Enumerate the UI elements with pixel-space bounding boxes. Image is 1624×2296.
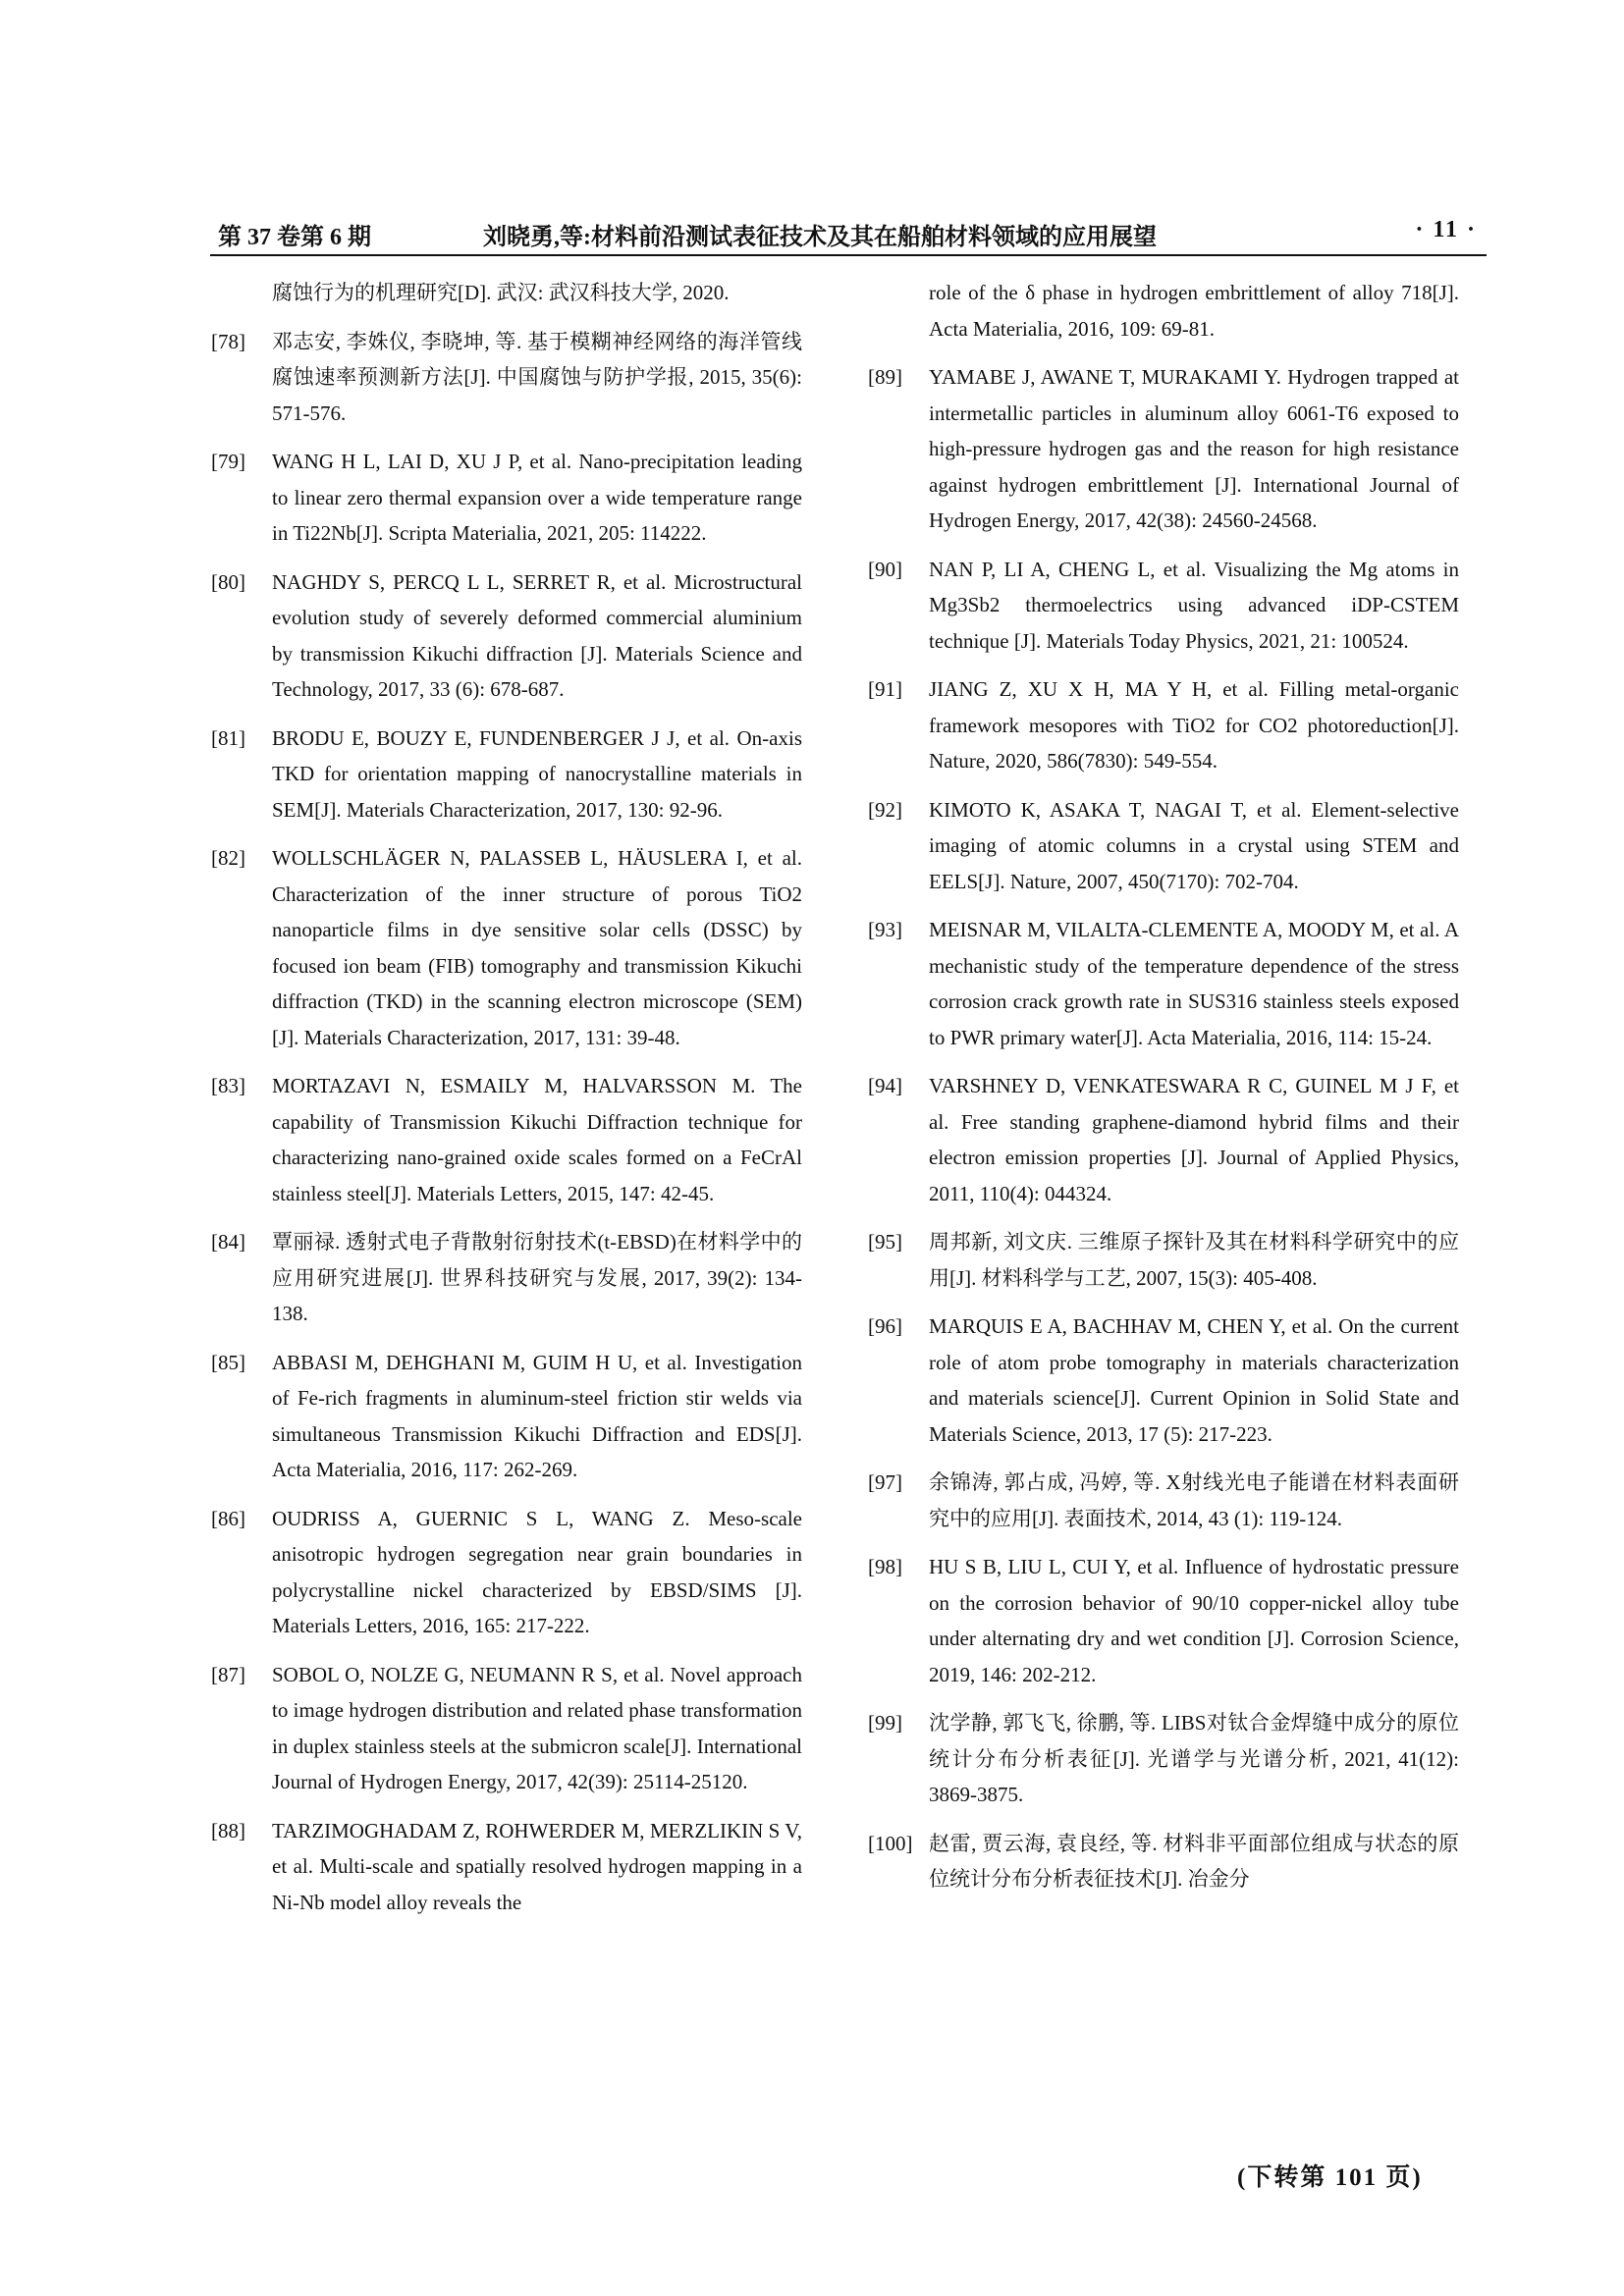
reference-entry: [868, 552, 1459, 660]
reference-number: [83]: [211, 1074, 245, 1097]
reference-text: NAN P, LI A, CHENG L, et al. Visualizing the Mg atoms in Mg3Sb2 thermoelectrics using advanced iDP-CSTEM technique [J]. Materials Today Physics, 2021, 21: 100524.: [929, 557, 1459, 653]
reference-entry: [211, 1657, 802, 1800]
reference-entry: [211, 444, 802, 552]
reference-number: [86]: [211, 1506, 245, 1530]
reference-text: WOLLSCHLÄGER N, PALASSEB L, HÄUSLERA I, et al. Characterization of the inner structure of porous TiO2 nanoparticle films in dye sensitive solar cells (DSSC) by focused ion beam (FIB) tomography and transmission Kikuchi diffraction (TKD) in the scanning electron microscope (SEM) [J]. Materials Characterization, 2017, 131: 39-48.: [272, 846, 802, 1049]
reference-entry: [868, 792, 1459, 900]
reference-text: BRODU E, BOUZY E, FUNDENBERGER J J, et al. On-axis TKD for orientation mapping of nanocrystalline materials in SEM[J]. Materials Characterization, 2017, 130: 92-96.: [272, 725, 802, 822]
journal-volume: 第 37 卷第 6 期: [218, 225, 371, 250]
reference-text: MARQUIS E A, BACHHAV M, CHEN Y, et al. On the current role of atom probe tomography in materials characterization and materials science[J]. Current Opinion in Solid State and Materials Science, 2013, 17 (5): 217-223.: [929, 1314, 1459, 1446]
reference-entry: [211, 324, 802, 432]
reference-text: KIMOTO K, ASAKA T, NAGAI T, et al. Element-selective imaging of atomic columns in a crystal using STEM and EELS[J]. Nature, 2007, 450(7170): 702-704.: [929, 797, 1459, 893]
reference-text: 覃丽禄. 透射式电子背散射衍射技术(t-EBSD)在材料学中的应用研究进展[J]. 世界科技研究与发展, 2017, 39(2): 134-138.: [272, 1230, 802, 1325]
reference-number: [81]: [211, 725, 245, 750]
reference-number: [90]: [868, 557, 902, 581]
reference-entry: [211, 721, 802, 828]
reference-text: 腐蚀行为的机理研究[D]. 武汉: 武汉科技大学, 2020.: [272, 281, 730, 304]
reference-text: 邓志安, 李姝仪, 李晓坤, 等. 基于模糊神经网络的海洋管线腐蚀速率预测新方法[J]. 中国腐蚀与防护学报, 2015, 35(6): 571-576.: [272, 329, 802, 425]
reference-number: [85]: [211, 1350, 245, 1374]
reference-text: MORTAZAVI N, ESMAILY M, HALVARSSON M. The capability of Transmission Kikuchi Diffraction technique for characterizing nano-grained oxide scales formed on a FeCrAl stainless steel[J]. Materials Letters, 2015, 147: 42-45.: [272, 1074, 802, 1205]
reference-number: [91]: [868, 677, 902, 701]
reference-number: [87]: [211, 1662, 245, 1686]
reference-number: [100]: [868, 1831, 913, 1855]
reference-column-right: [868, 275, 1459, 1910]
reference-text: SOBOL O, NOLZE G, NEUMANN R S, et al. Novel approach to image hydrogen distribution and related phase transformation in duplex stainless steels at the submicron scale[J]. International Journal of Hydrogen Energy, 2017, 42(39): 25114-25120.: [272, 1662, 802, 1793]
reference-entry: [211, 1345, 802, 1488]
reference-number: [82]: [211, 846, 245, 870]
reference-text: HU S B, LIU L, CUI Y, et al. Influence of hydrostatic pressure on the corrosion behavior of 90/10 copper-nickel alloy tube under alternating dry and wet condition [J]. Corrosion Science, 2019, 146: 202-212.: [929, 1555, 1459, 1686]
reference-number: [80]: [211, 569, 245, 594]
reference-text: 沈学静, 郭飞飞, 徐鹏, 等. LIBS对钛合金焊缝中成分的原位统计分布分析表征[J]. 光谱学与光谱分析, 2021, 41(12): 3869-3875.: [929, 1711, 1459, 1806]
reference-entry: [868, 359, 1459, 539]
reference-entry: [211, 275, 802, 311]
running-header: [210, 211, 1487, 256]
reference-number: [92]: [868, 797, 902, 822]
reference-entry: [211, 1813, 802, 1921]
reference-entry: [868, 1308, 1459, 1452]
article-running-title: 刘晓勇,等:材料前沿测试表征技术及其在船舶材料领域的应用展望: [483, 225, 1157, 250]
reference-column-left: [211, 275, 802, 1933]
reference-text: 余锦涛, 郭占成, 冯婷, 等. X射线光电子能谱在材料表面研究中的应用[J]. 表面技术, 2014, 43 (1): 119-124.: [929, 1470, 1459, 1530]
reference-number: [94]: [868, 1074, 902, 1097]
page-number: · 11 ·: [1415, 217, 1477, 242]
reference-entry: [868, 1224, 1459, 1296]
reference-number: [95]: [868, 1230, 902, 1254]
reference-entry: [211, 1068, 802, 1211]
reference-entry: [868, 671, 1459, 779]
reference-entry: [868, 1068, 1459, 1211]
reference-text: 周邦新, 刘文庆. 三维原子探针及其在材料科学研究中的应用[J]. 材料科学与工艺, 2007, 15(3): 405-408.: [929, 1230, 1459, 1290]
reference-text: WANG H L, LAI D, XU J P, et al. Nano-precipitation leading to linear zero thermal expansion over a wide temperature range in Ti22Nb[J]. Scripta Materialia, 2021, 205: 114222.: [272, 450, 802, 545]
reference-entry: [211, 1501, 802, 1644]
reference-text: JIANG Z, XU X H, MA Y H, et al. Filling metal-organic framework mesopores with TiO2 for CO2 photoreduction[J]. Nature, 2020, 586(7830): 549-554.: [929, 677, 1459, 773]
reference-text: ABBASI M, DEHGHANI M, GUIM H U, et al. Investigation of Fe-rich fragments in aluminum-steel friction stir welds via simultaneous Transmission Kikuchi Diffraction and EDS[J]. Acta Materialia, 2016, 117: 262-269.: [272, 1350, 802, 1481]
reference-entry: [211, 840, 802, 1055]
reference-entry: [868, 1549, 1459, 1692]
reference-text: role of the δ phase in hydrogen embrittlement of alloy 718[J]. Acta Materialia, 2016, 109: 69-81.: [929, 281, 1459, 341]
reference-number: [96]: [868, 1314, 902, 1338]
reference-entry: [868, 1826, 1459, 1897]
reference-text: TARZIMOGHADAM Z, ROHWERDER M, MERZLIKIN S V, et al. Multi-scale and spatially resolved hydrogen mapping in a Ni-Nb model alloy reveals the: [272, 1818, 802, 1914]
reference-text: NAGHDY S, PERCQ L L, SERRET R, et al. Microstructural evolution study of severely deformed commercial aluminium by transmission Kikuchi diffraction [J]. Materials Science and Technology, 2017, 33 (6): 678-687.: [272, 569, 802, 701]
reference-text: YAMABE J, AWANE T, MURAKAMI Y. Hydrogen trapped at intermetallic particles in aluminum alloy 6061-T6 exposed to high-pressure hydrogen gas and the reason for high resistance against hydrogen embrittlement [J]. International Journal of Hydrogen Energy, 2017, 42(38): 24560-24568.: [929, 365, 1459, 532]
reference-text: OUDRISS A, GUERNIC S L, WANG Z. Meso-scale anisotropic hydrogen segregation near grain boundaries in polycrystalline nickel characterized by EBSD/SIMS [J]. Materials Letters, 2016, 165: 217-222.: [272, 1506, 802, 1637]
continued-note: (下转第 101 页): [1237, 2164, 1423, 2191]
reference-number: [78]: [211, 329, 245, 353]
reference-number: [79]: [211, 450, 245, 473]
reference-entry: [211, 564, 802, 708]
reference-text: 赵雷, 贾云海, 袁良经, 等. 材料非平面部位组成与状态的原位统计分布分析表征技术[J]. 冶金分: [929, 1831, 1459, 1891]
reference-number: [97]: [868, 1470, 902, 1494]
reference-number: [98]: [868, 1555, 902, 1578]
reference-entry: [868, 912, 1459, 1055]
reference-text: VARSHNEY D, VENKATESWARA R C, GUINEL M J F, et al. Free standing graphene-diamond hybrid films and their electron emission properties [J]. Journal of Applied Physics, 2011, 110(4): 044324.: [929, 1074, 1459, 1205]
reference-entry: [211, 1224, 802, 1332]
reference-text: MEISNAR M, VILALTA-CLEMENTE A, MOODY M, et al. A mechanistic study of the temperature dependence of the stress corrosion crack growth rate in SUS316 stainless steels exposed to PWR primary water[J]. Acta Materialia, 2016, 114: 15-24.: [929, 918, 1459, 1049]
reference-number: [99]: [868, 1711, 902, 1735]
reference-number: [88]: [211, 1818, 245, 1842]
reference-entry: [868, 1465, 1459, 1536]
reference-number: [84]: [211, 1230, 245, 1254]
reference-number: [89]: [868, 365, 902, 389]
reference-entry: [868, 1705, 1459, 1813]
reference-entry: [868, 275, 1459, 347]
reference-number: [93]: [868, 918, 902, 941]
